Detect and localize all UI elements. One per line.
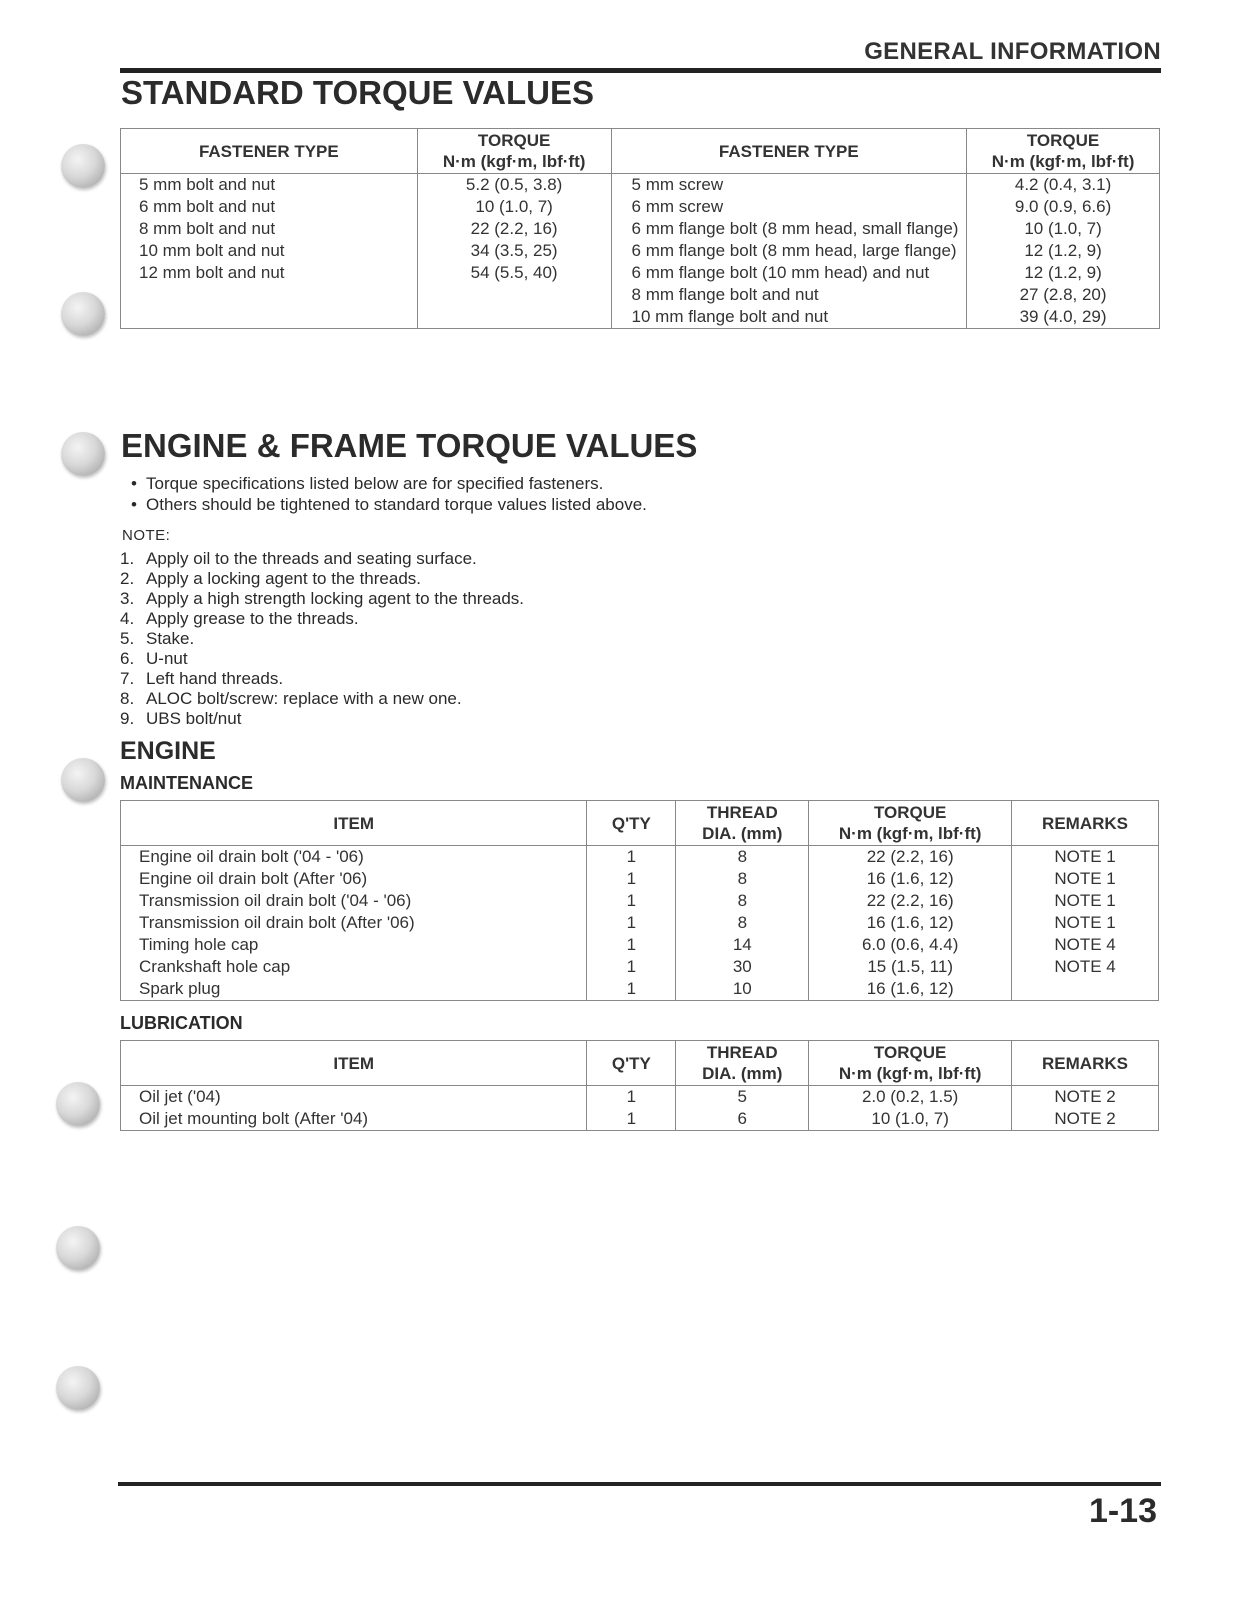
remarks-cell: NOTE 2 — [1012, 1086, 1159, 1109]
right-torque: 9.0 (0.9, 6.6) — [967, 196, 1160, 218]
torque-cell: 2.0 (0.2, 1.5) — [809, 1086, 1012, 1109]
item-cell: Transmission oil drain bolt (After '06) — [121, 912, 587, 934]
footer-rule — [118, 1482, 1161, 1486]
thread-cell: 5 — [676, 1086, 809, 1109]
table-header-row — [121, 129, 1160, 174]
lubrication-table — [120, 1040, 1159, 1131]
col-item: ITEM — [121, 1041, 587, 1086]
torque-cell: 10 (1.0, 7) — [809, 1108, 1012, 1131]
item-cell: Timing hole cap — [121, 934, 587, 956]
standard-torque-table — [120, 128, 1160, 329]
torque-cell: 16 (1.6, 12) — [809, 868, 1012, 890]
left-fastener — [121, 306, 418, 329]
note-item: 2. Apply a locking agent to the threads. — [120, 569, 422, 588]
punch-hole — [56, 1366, 100, 1410]
torque-cell: 22 (2.2, 16) — [809, 890, 1012, 912]
left-fastener: 8 mm bolt and nut — [121, 218, 418, 240]
remarks-cell: NOTE 1 — [1012, 890, 1159, 912]
bullet-list — [122, 473, 647, 515]
note-label: NOTE: — [122, 527, 171, 544]
thread-cell: 8 — [676, 846, 809, 869]
right-fastener: 8 mm flange bolt and nut — [611, 284, 967, 306]
table-row — [121, 262, 1160, 284]
item-cell: Engine oil drain bolt (After '06) — [121, 868, 587, 890]
punch-hole — [61, 144, 105, 188]
torque-cell: 16 (1.6, 12) — [809, 912, 1012, 934]
note-item: 8. ALOC bolt/screw: replace with a new one. — [120, 689, 462, 708]
right-torque: 12 (1.2, 9) — [967, 240, 1160, 262]
right-fastener: 10 mm flange bolt and nut — [611, 306, 967, 329]
note-item: 3. Apply a high strength locking agent to the threads. — [120, 589, 525, 608]
left-fastener — [121, 284, 418, 306]
qty-cell: 1 — [587, 890, 676, 912]
remarks-cell: NOTE 1 — [1012, 868, 1159, 890]
lubrication-heading: LUBRICATION — [120, 1013, 243, 1033]
col-qty: Q'TY — [587, 1041, 676, 1086]
table-row — [121, 868, 1159, 890]
col-torque: TORQUE N·m (kgf·m, lbf·ft) — [967, 129, 1160, 174]
right-fastener: 6 mm flange bolt (8 mm head, small flange) — [611, 218, 967, 240]
table-row — [121, 978, 1159, 1001]
remarks-cell: NOTE 2 — [1012, 1108, 1159, 1131]
table-row — [121, 956, 1159, 978]
item-cell: Engine oil drain bolt ('04 - '06) — [121, 846, 587, 869]
left-fastener: 5 mm bolt and nut — [121, 174, 418, 197]
note-item: 6. U-nut — [120, 649, 188, 668]
engine-frame-torque-title: ENGINE & FRAME TORQUE VALUES — [121, 427, 698, 464]
table-row — [121, 1108, 1159, 1131]
item-cell: Spark plug — [121, 978, 587, 1001]
table-header-row — [121, 1041, 1159, 1086]
col-remarks: REMARKS — [1012, 801, 1159, 846]
col-thread: THREAD DIA. (mm) — [676, 1041, 809, 1086]
engine-heading: ENGINE — [120, 737, 216, 765]
page-number: 1-13 — [1088, 1492, 1157, 1530]
left-fastener: 6 mm bolt and nut — [121, 196, 418, 218]
item-cell: Transmission oil drain bolt ('04 - '06) — [121, 890, 587, 912]
standard-torque-title: STANDARD TORQUE VALUES — [121, 74, 595, 111]
table-row — [121, 218, 1160, 240]
torque-cell: 22 (2.2, 16) — [809, 846, 1012, 869]
qty-cell: 1 — [587, 1086, 676, 1109]
col-thread: THREAD DIA. (mm) — [676, 801, 809, 846]
qty-cell: 1 — [587, 978, 676, 1001]
left-torque: 22 (2.2, 16) — [417, 218, 611, 240]
left-torque: 34 (3.5, 25) — [417, 240, 611, 262]
remarks-cell — [1012, 978, 1159, 1001]
note-item: 4. Apply grease to the threads. — [120, 609, 359, 628]
punch-hole — [61, 758, 105, 802]
col-fastener-type: FASTENER TYPE — [121, 129, 418, 174]
col-qty: Q'TY — [587, 801, 676, 846]
remarks-cell: NOTE 4 — [1012, 934, 1159, 956]
thread-cell: 8 — [676, 912, 809, 934]
remarks-cell: NOTE 1 — [1012, 912, 1159, 934]
qty-cell: 1 — [587, 846, 676, 869]
torque-cell: 6.0 (0.6, 4.4) — [809, 934, 1012, 956]
note-item: 7. Left hand threads. — [120, 669, 284, 688]
right-torque: 10 (1.0, 7) — [967, 218, 1160, 240]
col-item: ITEM — [121, 801, 587, 846]
punch-hole — [56, 1226, 100, 1270]
col-fastener-type: FASTENER TYPE — [611, 129, 967, 174]
left-fastener: 12 mm bolt and nut — [121, 262, 418, 284]
col-torque: TORQUE N·m (kgf·m, lbf·ft) — [417, 129, 611, 174]
right-fastener: 6 mm flange bolt (10 mm head) and nut — [611, 262, 967, 284]
thread-cell: 30 — [676, 956, 809, 978]
col-remarks: REMARKS — [1012, 1041, 1159, 1086]
table-row — [121, 934, 1159, 956]
torque-cell: 15 (1.5, 11) — [809, 956, 1012, 978]
punch-hole — [61, 292, 105, 336]
punch-hole — [56, 1082, 100, 1126]
item-cell: Oil jet ('04) — [121, 1086, 587, 1109]
notes-list — [120, 549, 524, 729]
note-item: 9. UBS bolt/nut — [120, 709, 242, 728]
table-row — [121, 1086, 1159, 1109]
table-row — [121, 284, 1160, 306]
left-torque — [417, 284, 611, 306]
bullet-item: • Others should be tightened to standard torque values listed above. — [122, 494, 647, 515]
table-header-row — [121, 801, 1159, 846]
table-row — [121, 306, 1160, 329]
right-torque: 12 (1.2, 9) — [967, 262, 1160, 284]
qty-cell: 1 — [587, 956, 676, 978]
col-torque: TORQUE N·m (kgf·m, lbf·ft) — [809, 801, 1012, 846]
thread-cell: 8 — [676, 890, 809, 912]
bullet-item: • Torque specifications listed below are for specified fasteners. — [122, 473, 647, 494]
right-torque: 39 (4.0, 29) — [967, 306, 1160, 329]
col-torque: TORQUE N·m (kgf·m, lbf·ft) — [809, 1041, 1012, 1086]
left-torque: 5.2 (0.5, 3.8) — [417, 174, 611, 197]
remarks-cell: NOTE 1 — [1012, 846, 1159, 869]
maintenance-table — [120, 800, 1159, 1001]
note-item: 1. Apply oil to the threads and seating surface. — [120, 549, 477, 568]
qty-cell: 1 — [587, 868, 676, 890]
right-torque: 27 (2.8, 20) — [967, 284, 1160, 306]
right-fastener: 6 mm screw — [611, 196, 967, 218]
qty-cell: 1 — [587, 934, 676, 956]
table-row — [121, 174, 1160, 197]
qty-cell: 1 — [587, 1108, 676, 1131]
maintenance-heading: MAINTENANCE — [120, 773, 253, 793]
punch-hole — [61, 432, 105, 476]
torque-cell: 16 (1.6, 12) — [809, 978, 1012, 1001]
left-torque: 54 (5.5, 40) — [417, 262, 611, 284]
right-fastener: 6 mm flange bolt (8 mm head, large flange) — [611, 240, 967, 262]
qty-cell: 1 — [587, 912, 676, 934]
thread-cell: 14 — [676, 934, 809, 956]
table-row — [121, 846, 1159, 869]
item-cell: Crankshaft hole cap — [121, 956, 587, 978]
section-header: GENERAL INFORMATION — [864, 38, 1161, 65]
table-row — [121, 240, 1160, 262]
thread-cell: 8 — [676, 868, 809, 890]
table-row — [121, 890, 1159, 912]
left-torque — [417, 306, 611, 329]
header-rule — [120, 68, 1161, 73]
right-torque: 4.2 (0.4, 3.1) — [967, 174, 1160, 197]
left-torque: 10 (1.0, 7) — [417, 196, 611, 218]
table-row — [121, 912, 1159, 934]
table-row — [121, 196, 1160, 218]
left-fastener: 10 mm bolt and nut — [121, 240, 418, 262]
note-item: 5. Stake. — [120, 629, 195, 648]
item-cell: Oil jet mounting bolt (After '04) — [121, 1108, 587, 1131]
thread-cell: 10 — [676, 978, 809, 1001]
thread-cell: 6 — [676, 1108, 809, 1131]
remarks-cell: NOTE 4 — [1012, 956, 1159, 978]
right-fastener: 5 mm screw — [611, 174, 967, 197]
